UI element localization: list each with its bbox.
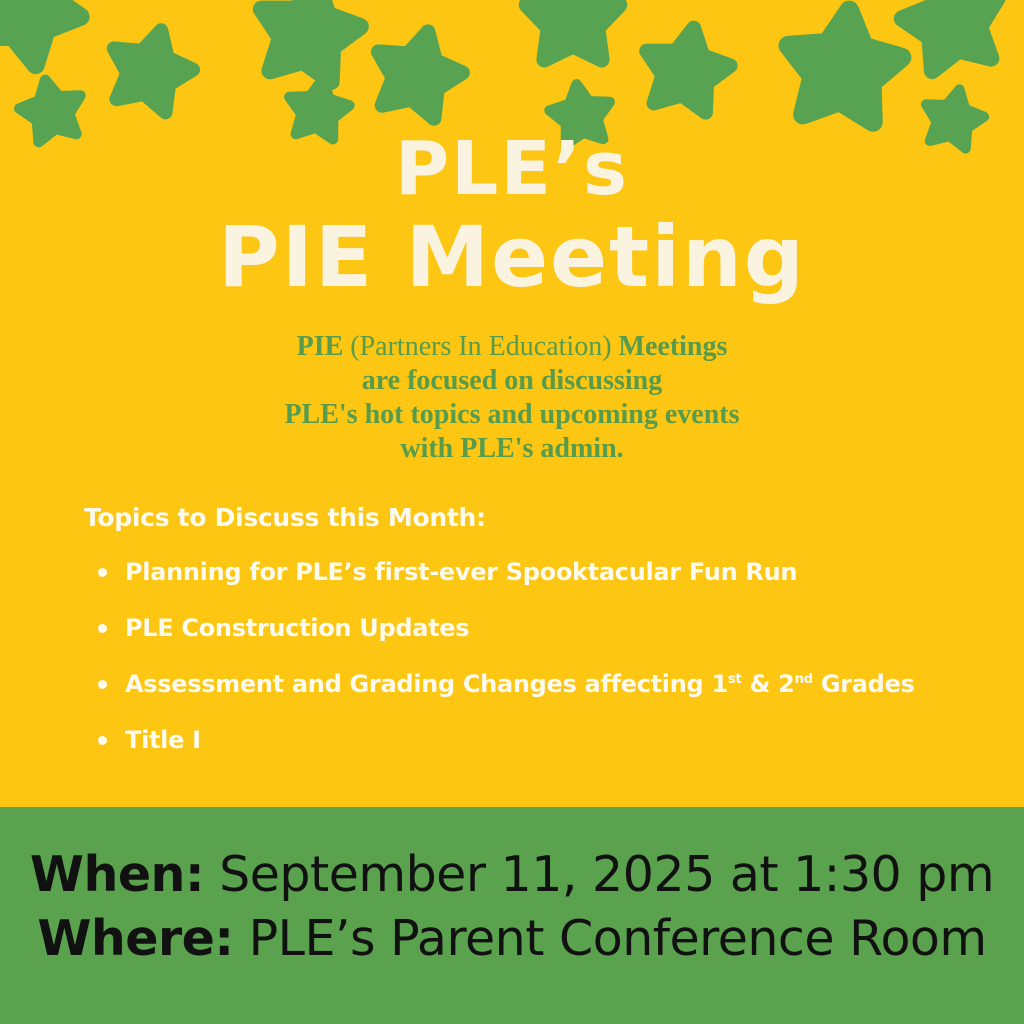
topic-item-title-one (98, 725, 984, 755)
ordinal-suffix: nd (794, 672, 813, 687)
when-line (0, 843, 1024, 907)
topic-text: Planning for PLE’s first-ever Spooktacular Fun Run (125, 558, 798, 586)
poster-title (0, 128, 1024, 304)
intro-meetings-word: Meetings (618, 331, 728, 362)
intro-line-4: with PLE's admin. (400, 433, 624, 464)
topic-item-assessment (98, 669, 984, 699)
intro-line-3: PLE's hot topics and upcoming events (284, 399, 740, 430)
intro-acronym: PIE (296, 331, 344, 362)
title-line-1: PLE’s (394, 126, 630, 212)
star-icon (84, 6, 216, 138)
ordinal-suffix: st (727, 672, 742, 687)
where-label: Where: (37, 910, 234, 967)
topic-text: PLE Construction Updates (125, 614, 470, 642)
bullet-icon (98, 680, 107, 689)
bullet-icon (98, 568, 107, 577)
topics-list (84, 557, 984, 755)
topics-heading: Topics to Discuss this Month: (84, 503, 486, 532)
bullet-icon (98, 736, 107, 745)
intro-acronym-expansion: (Partners In Education) (343, 331, 619, 362)
star-icon (621, 7, 751, 137)
topic-text-part: & 2 (741, 670, 795, 698)
intro-line-2: are focused on discussing (361, 365, 663, 396)
where-value: PLE’s Parent Conference Room (248, 910, 987, 967)
footer-band (0, 807, 1024, 1024)
topic-item-construction (98, 613, 984, 643)
topic-text-part: Assessment and Grading Changes affecting 1 (125, 670, 728, 698)
footer-text (0, 843, 1024, 971)
when-label: When: (29, 846, 205, 903)
where-line (0, 907, 1024, 971)
bullet-icon (98, 624, 107, 633)
when-value: September 11, 2025 at 1:30 pm (219, 846, 995, 903)
topics-section (84, 503, 984, 781)
topic-text (125, 669, 915, 699)
title-line-2: PIE Meeting (218, 208, 806, 306)
star-icon (512, 0, 634, 81)
intro-line-1 (0, 330, 1024, 364)
topic-text-part: Grades (812, 670, 915, 698)
intro-paragraph (0, 330, 1024, 466)
topic-text: Title I (125, 726, 201, 754)
topic-item-fun-run (98, 557, 984, 587)
